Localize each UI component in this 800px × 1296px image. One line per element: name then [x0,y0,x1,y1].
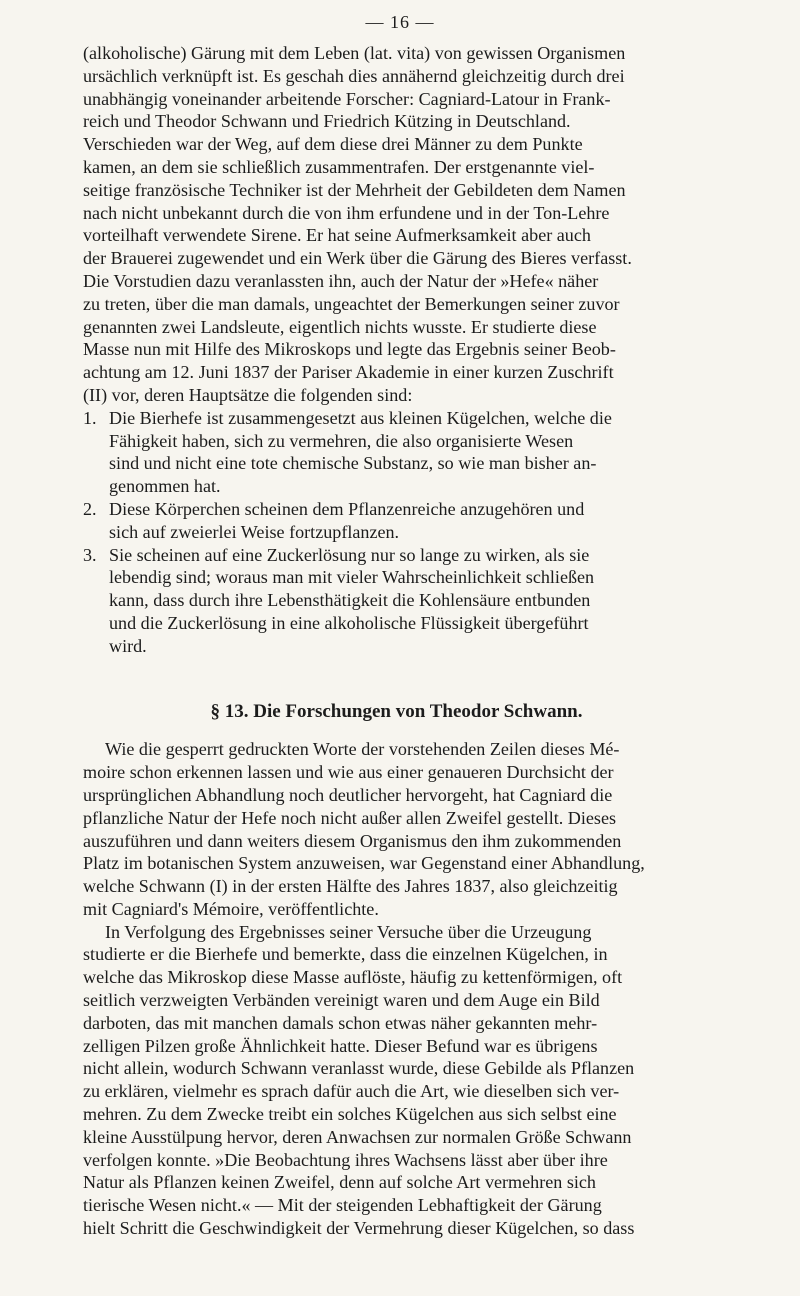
list-item-line [83,475,710,498]
paragraph-3 [83,921,710,1240]
text-line: zu erklären, vielmehr es sprach dafür auch die Art, wie dieselben sich ver- [83,1081,620,1102]
text-line: (II) vor, deren Hauptsätze die folgenden sind: [83,384,413,405]
text-line: (alkoholische) Gärung mit dem Leben (lat. vita) von gewissen Organismen [83,43,626,63]
list-item-line [83,544,710,567]
list-item-text: und die Zuckerlösung in eine alkoholische Flüssigkeit übergeführt [109,612,589,633]
text-line: Natur als Pflanzen keinen Zweifel, denn auf solche Art vermehren sich [83,1172,596,1193]
list-item-line [83,566,710,589]
text-line: achtung am 12. Juni 1837 der Pariser Akademie in einer kurzen Zuschrift [83,362,614,383]
list-item-text: Diese Körperchen scheinen dem Pflanzenreiche anzugehören und [109,498,585,519]
page-body [83,42,710,1240]
text-line: Verschieden war der Weg, auf dem diese drei Männer zu dem Punkte [83,134,583,155]
text-line: ursprünglichen Abhandlung noch deutlicher hervorgeht, hat Cagniard die [83,784,613,805]
list-item-number: 1. [83,407,97,428]
text-line: seitige französische Techniker ist der Mehrheit der Gebildeten dem Namen [83,179,626,200]
text-line: genannten zwei Landsleute, eigentlich nichts wusste. Er studierte diese [83,316,597,337]
text-line: Wie die gesperrt gedruckten Worte der vorstehenden Zeilen dieses Mé- [105,739,620,760]
list-item-number: 2. [83,498,97,519]
text-line: reich und Theodor Schwann und Friedrich Kützing in Deutschland. [83,111,571,132]
list-item-line [83,498,710,521]
list-item-text: genommen hat. [109,476,221,497]
paragraph-1 [83,42,710,407]
text-line: mehren. Zu dem Zwecke treibt ein solches Kügelchen aus sich selbst eine [83,1104,617,1125]
text-line: tierische Wesen nicht.« — Mit der steigenden Lebhaftigkeit der Gärung [83,1195,602,1216]
text-line: Masse nun mit Hilfe des Mikroskops und legte das Ergebnis seiner Beob- [83,339,616,360]
paragraph-2 [83,738,710,920]
text-line: welche das Mikroskop diese Masse auflöste, häufig zu kettenförmigen, oft [83,967,623,988]
text-line: mit Cagniard's Mémoire, veröffentlichte. [83,898,379,919]
list-item-line [83,612,710,635]
list-item-line [83,521,710,544]
text-line: verfolgen konnte. »Die Beobachtung ihres Wachsens lässt aber über ihre [83,1149,608,1170]
text-line: vorteilhaft verwendete Sirene. Er hat seine Aufmerksamkeit aber auch [83,225,591,246]
text-line: auszuführen und dann weiters diesem Organismus den ihm zukommenden [83,830,622,851]
list-item-text: wird. [109,635,147,656]
list-item-line [83,635,710,658]
text-line: In Verfolgung des Ergebnisses seiner Versuche über die Urzeugung [105,921,592,942]
list-item-text: Die Bierhefe ist zusammengesetzt aus kleinen Kügelchen, welche die [109,407,612,428]
list-item-text: sind und nicht eine tote chemische Substanz, so wie man bisher an- [109,453,597,474]
text-line: der Brauerei zugewendet und ein Werk über die Gärung des Bieres verfasst. [83,248,632,269]
text-line: kleine Ausstülpung hervor, deren Anwachsen zur normalen Größe Schwann [83,1126,632,1147]
list-item-text: sich auf zweierlei Weise fortzupflanzen. [109,521,400,542]
list-item-line [83,452,710,475]
list-item-text: lebendig sind; woraus man mit vieler Wahrscheinlichkeit schließen [109,567,595,588]
numbered-list [83,407,710,658]
list-item-line [83,407,710,430]
text-line: Platz im botanischen System anzuweisen, war Gegenstand einer Abhandlung, [83,853,645,874]
text-line: nach nicht unbekannt durch die von ihm erfundene und in der Ton-Lehre [83,202,610,223]
text-line: darboten, das mit manchen damals schon etwas näher gekannten mehr- [83,1012,598,1033]
list-item-text: Fähigkeit haben, sich zu vermehren, die also organisierte Wesen [109,430,574,451]
text-line: pflanzliche Natur der Hefe noch nicht außer allen Zweifel gestellt. Dieses [83,807,617,828]
list-item-line [83,430,710,453]
text-line: hielt Schritt die Geschwindigkeit der Vermehrung dieser Kügelchen, so dass [83,1218,635,1239]
text-line: welche Schwann (I) in der ersten Hälfte des Jahres 1837, also gleichzeitig [83,876,618,897]
list-item-text: kann, dass durch ihre Lebensthätigkeit die Kohlensäure entbunden [109,590,591,611]
text-line: moire schon erkennen lassen und wie aus einer genaueren Durchsicht der [83,762,614,783]
text-line: kamen, an dem sie schließlich zusammentrafen. Der erstgenannte viel- [83,156,595,177]
text-line: seitlich verzweigten Verbänden vereinigt waren und dem Auge ein Bild [83,990,600,1011]
list-item-text: Sie scheinen auf eine Zuckerlösung nur so lange zu wirken, als sie [109,544,590,565]
section-heading: § 13. Die Forschungen von Theodor Schwann. [210,700,583,722]
text-line: nicht allein, wodurch Schwann veranlasst wurde, diese Gebilde als Pflanzen [83,1058,635,1079]
page-number: — 16 — [365,12,435,32]
text-line: zelligen Pilzen große Ähnlichkeit hatte. Dieser Befund war es übrigens [83,1035,598,1056]
text-line: studierte er die Bierhefe und bemerkte, dass die einzelnen Kügelchen, in [83,944,608,965]
text-line: ursächlich verknüpft ist. Es geschah dies annähernd gleichzeitig durch drei [83,65,625,86]
text-line: unabhängig voneinander arbeitende Forscher: Cagniard-Latour in Frank- [83,88,611,109]
list-item-number: 3. [83,544,97,565]
list-item-line [83,589,710,612]
text-line: Die Vorstudien dazu veranlassten ihn, auch der Natur der »Hefe« näher [83,270,599,291]
text-line: zu treten, über die man damals, ungeachtet der Bemerkungen seiner zuvor [83,293,620,314]
